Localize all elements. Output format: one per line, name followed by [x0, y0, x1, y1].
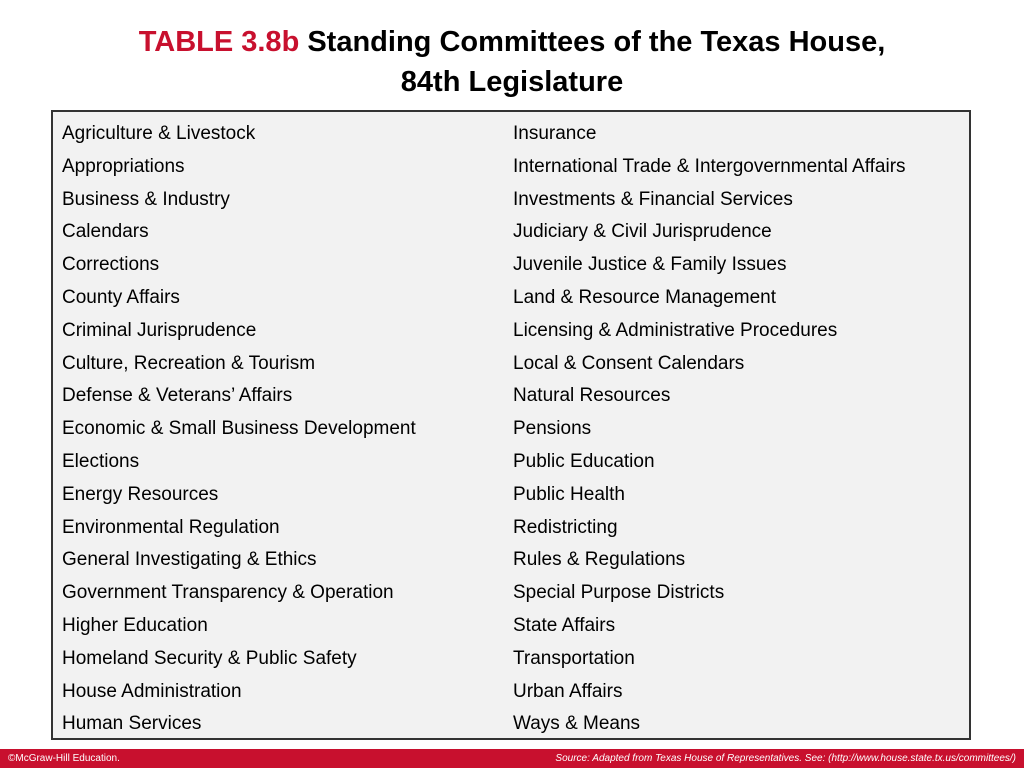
committee-column-right — [513, 118, 906, 741]
committee-column-left — [62, 118, 416, 741]
committee-item: Criminal Jurisprudence — [62, 319, 257, 341]
committee-item: Higher Education — [62, 614, 208, 636]
committee-item: Insurance — [513, 123, 597, 144]
committee-item: Human Services — [62, 713, 202, 735]
page-title — [0, 22, 1024, 102]
committee-item: Natural Resources — [513, 385, 671, 407]
committee-item: Government Transparency & Operation — [62, 582, 394, 604]
committee-item: Appropriations — [62, 155, 185, 177]
committee-item: Urban Affairs — [513, 680, 623, 702]
table-label: TABLE 3.8b — [138, 26, 300, 58]
committee-item: Judiciary & Civil Jurisprudence — [513, 221, 772, 243]
committee-item: Pensions — [513, 418, 592, 440]
title-line-1 — [0, 22, 1024, 62]
committee-item: Special Purpose Districts — [513, 582, 725, 604]
committees-table — [51, 110, 971, 740]
committee-item: Land & Resource Management — [513, 286, 776, 308]
committee-item: Economic & Small Business Development — [62, 418, 416, 440]
committee-item: Licensing & Administrative Procedures — [513, 319, 838, 341]
committee-item: Public Education — [513, 450, 655, 472]
copyright-text: ©McGraw-Hill Education. — [8, 753, 120, 764]
committee-item: Calendars — [62, 221, 149, 243]
committee-item: Business & Industry — [62, 188, 230, 210]
committee-item: Corrections — [62, 254, 160, 276]
committee-item: Homeland Security & Public Safety — [62, 647, 357, 669]
committee-item: Energy Resources — [62, 483, 219, 505]
title-line-2: 84th Legislature — [400, 66, 624, 98]
footer-bar — [0, 749, 1024, 768]
committee-item: Redistricting — [513, 516, 618, 538]
committee-item: Ways & Means — [513, 713, 641, 735]
committee-item: County Affairs — [62, 286, 180, 308]
committee-item: Public Health — [513, 483, 625, 505]
committee-item: Defense & Veterans’ Affairs — [62, 385, 293, 407]
committee-item: House Administration — [62, 680, 242, 702]
committee-item: Investments & Financial Services — [513, 188, 793, 210]
committee-item: Juvenile Justice & Family Issues — [513, 254, 787, 276]
committee-item: International Trade & Intergovernmental Affairs — [513, 155, 906, 177]
source-citation: Source: Adapted from Texas House of Representatives. See: (http://www.house.state.tx.us/committees/) — [555, 753, 1016, 764]
committee-item: State Affairs — [513, 614, 616, 636]
committee-item: Elections — [62, 450, 140, 472]
committee-item: Culture, Recreation & Tourism — [62, 352, 316, 374]
committee-item: Transportation — [513, 647, 635, 669]
title-text: Standing Committees of the Texas House, — [307, 26, 886, 58]
committee-item: Agriculture & Livestock — [62, 123, 256, 144]
committee-item: Environmental Regulation — [62, 516, 280, 538]
committee-item: Rules & Regulations — [513, 549, 686, 571]
committee-item: General Investigating & Ethics — [62, 549, 317, 571]
committee-item: Local & Consent Calendars — [513, 352, 745, 374]
